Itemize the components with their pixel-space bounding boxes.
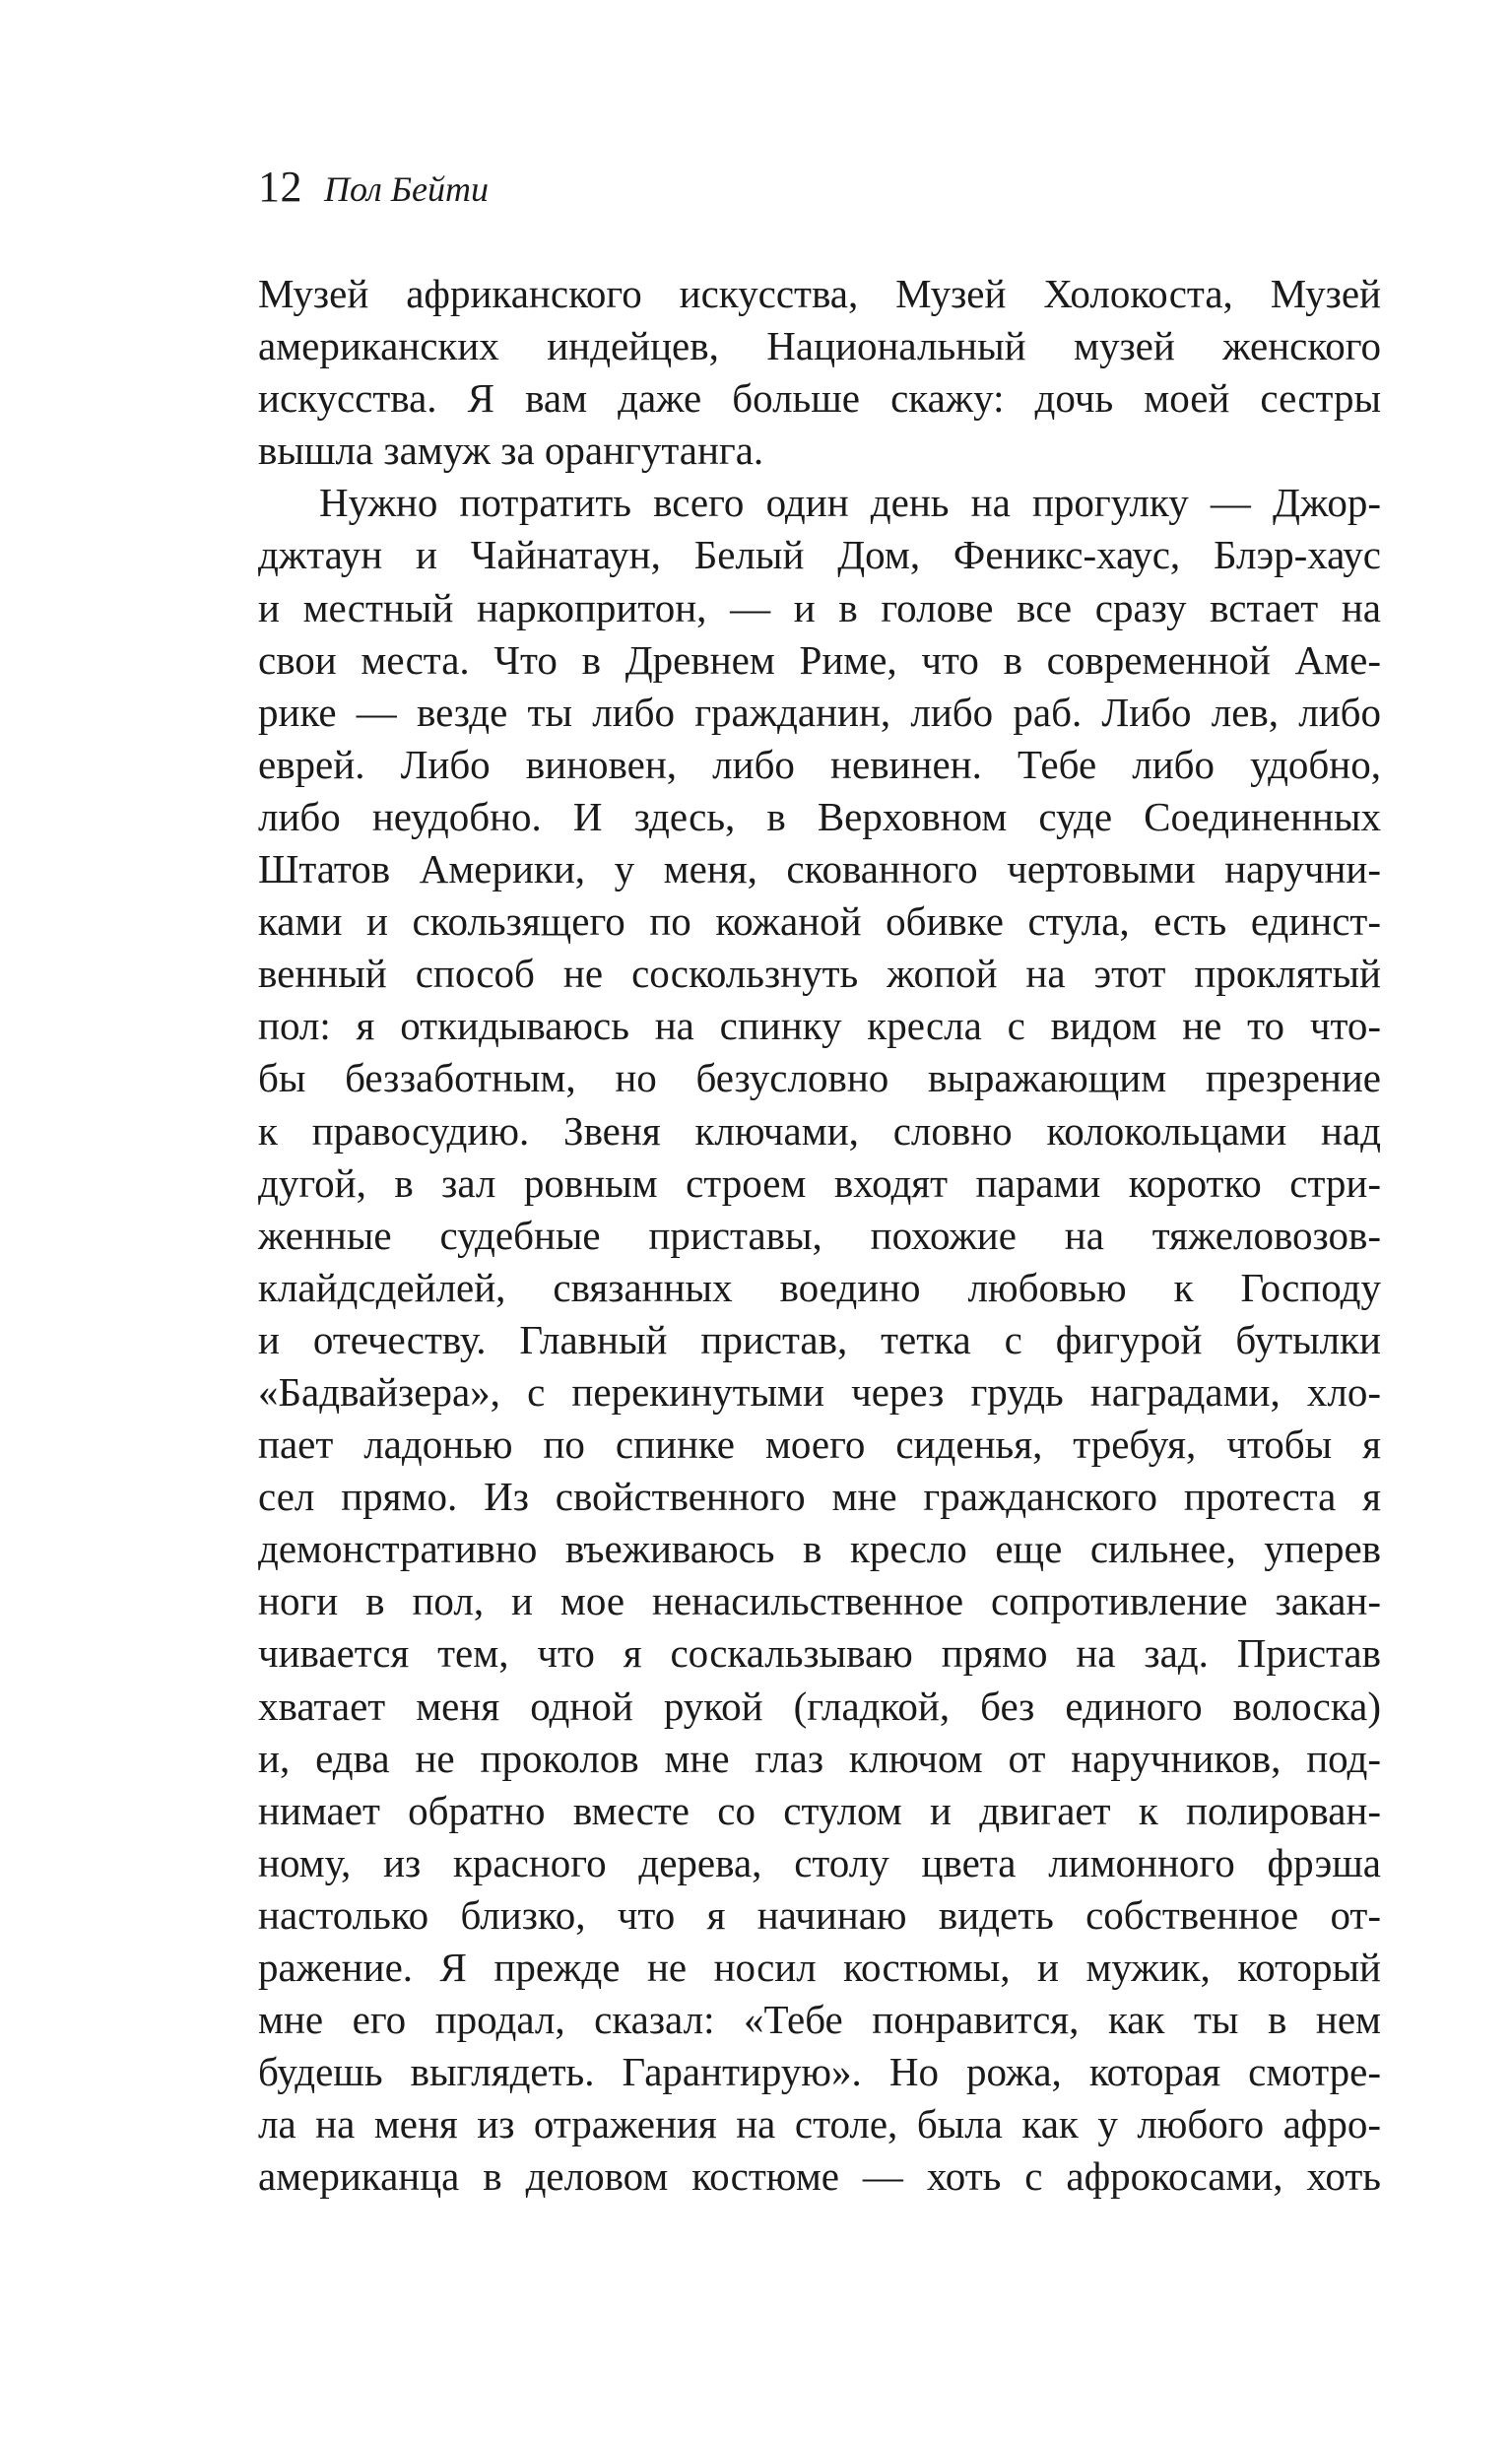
- text-line: еврей. Либо виновен, либо невинен. Тебе либо удобно,: [258, 741, 1381, 787]
- text-line: джтаун и Чайнатаун, Белый Дом, Феникс-хаус, Блэр-хаус: [258, 532, 1381, 578]
- text-line: ражение. Я прежде не носил костюмы, и мужик, который: [258, 1945, 1381, 1990]
- paragraph-1: [258, 268, 1381, 477]
- text-line: дугой, в зал ровным строем входят парами коротко стри-: [258, 1159, 1381, 1206]
- text-line: рике — везде ты либо гражданин, либо раб. Либо лев, либо: [258, 689, 1381, 735]
- text-line: и, едва не проколов мне глаз ключом от наручников, под-: [258, 1735, 1381, 1781]
- paragraph-2: [258, 477, 1381, 2203]
- text-line: клайдсдейлей, связанных воедино любовью к Господу: [258, 1264, 1381, 1310]
- text-line: «Бадвайзера», с перекинутыми через грудь наградами, хло-: [258, 1368, 1381, 1415]
- text-line: свои места. Что в Древнем Риме, что в современной Аме-: [258, 636, 1381, 683]
- text-line: к правосудию. Звеня ключами, словно колокольцами над: [258, 1107, 1381, 1154]
- text-line: мне его продал, сказал: «Тебе понравится, как ты в нем: [258, 1997, 1381, 2043]
- text-line: Музей африканского искусства, Музей Холокоста, Музей: [258, 271, 1381, 316]
- text-line: Нужно потратить всего один день на прогулку — Джор-: [319, 480, 1381, 526]
- page-number: 12: [258, 163, 302, 211]
- text-line: Штатов Америки, у меня, скованного чертовыми наручни-: [258, 846, 1381, 892]
- text-line: нимает обратно вместе со стулом и двигает к полирован-: [258, 1787, 1381, 1833]
- text-line: американца в деловом костюме — хоть с афрокосами, хоть: [258, 2153, 1381, 2200]
- text-line: ному, из красного дерева, столу цвета лимонного фрэша: [258, 1839, 1381, 1885]
- text-line: чивается тем, что я соскальзываю прямо на зад. Пристав: [258, 1630, 1381, 1677]
- text-line: настолько близко, что я начинаю видеть собственное от-: [258, 1891, 1381, 1938]
- text-line: либо неудобно. И здесь, в Верховном суде Соединенных: [258, 793, 1381, 839]
- text-line: пает ладонью по спинке моего сиденья, требуя, чтобы я: [258, 1421, 1381, 1468]
- text-line: венный способ не соскользнуть жопой на этот проклятый: [258, 951, 1381, 997]
- text-line: демонстративно въеживаюсь в кресло еще сильнее, уперев: [258, 1526, 1381, 1572]
- text-line: хватает меня одной рукой (гладкой, без единого волоска): [258, 1683, 1381, 1729]
- text-line: ками и скользящего по кожаной обивке стула, есть единст-: [258, 898, 1381, 945]
- text-line: пол: я откидываюсь на спинку кресла с видом не то что-: [258, 1003, 1381, 1049]
- text-line: ноги в пол, и мое ненасильственное сопротивление закан-: [258, 1578, 1381, 1624]
- text-line: искусства. Я вам даже больше скажу: дочь моей сестры: [258, 375, 1381, 422]
- text-line: и местный наркопритон, — и в голове все сразу встает на: [258, 584, 1381, 630]
- body-text: [258, 268, 1381, 2203]
- running-head-author: Пол Бейти: [324, 169, 490, 209]
- text-line: женные судебные приставы, похожие на тяжеловозов-: [258, 1212, 1381, 1258]
- text-line: американских индейцев, Национальный музей женского: [258, 323, 1381, 369]
- text-line: вышла замуж за орангутанга.: [258, 428, 764, 474]
- running-head: [258, 158, 489, 217]
- text-line: будешь выглядеть. Гарантирую». Но рожа, которая смотре-: [258, 2049, 1381, 2095]
- text-line: сел прямо. Из свойственного мне гражданского протеста я: [258, 1474, 1381, 1520]
- text-line: бы беззаботным, но безусловно выражающим презрение: [258, 1055, 1381, 1101]
- text-line: ла на меня из отражения на столе, была как у любого афро-: [258, 2101, 1381, 2147]
- text-line: и отечеству. Главный пристав, тетка с фигурой бутылки: [258, 1316, 1381, 1362]
